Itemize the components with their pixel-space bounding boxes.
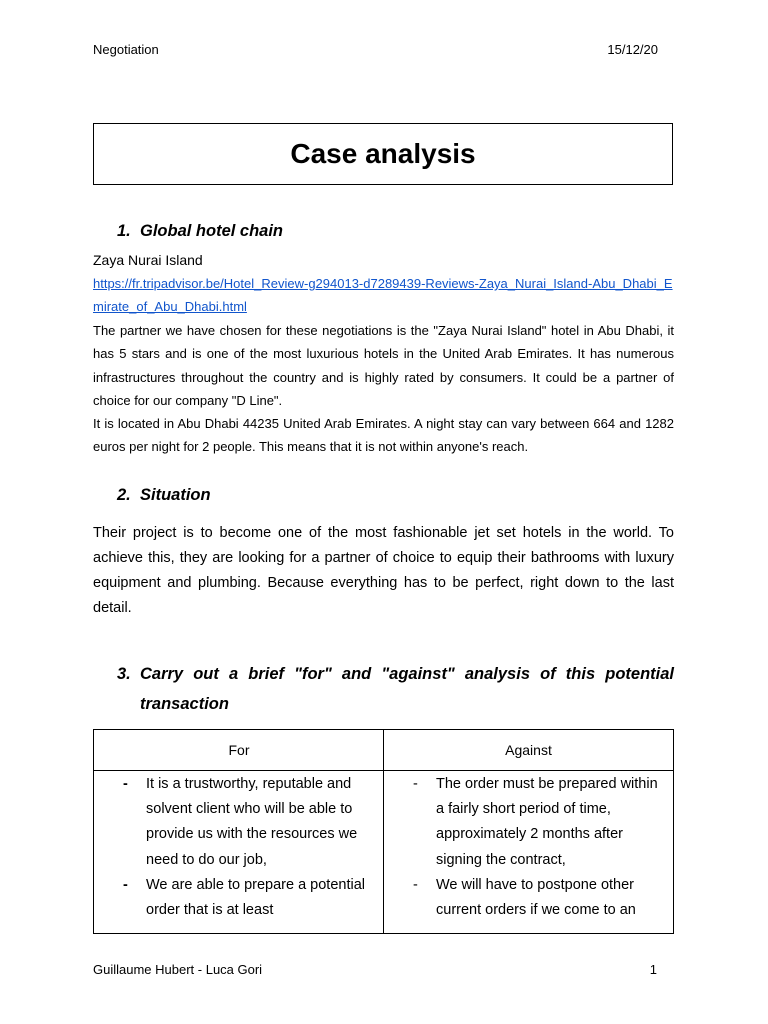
section-1-title: Global hotel chain (140, 222, 284, 240)
section-3-number: 3. (117, 665, 131, 683)
section-2-heading (117, 486, 211, 505)
title-box (93, 123, 673, 185)
for-item (123, 873, 376, 923)
table-header-against: Against (384, 730, 673, 771)
section-3-heading (117, 659, 674, 719)
against-bullet: - (413, 776, 418, 792)
hotel-name: Zaya Nurai Island (93, 252, 203, 268)
for-bullet: - (123, 776, 128, 792)
section-1-heading (117, 222, 283, 241)
page-title: Case analysis (290, 138, 476, 169)
against-bullet: - (413, 876, 418, 893)
footer-authors: Guillaume Hubert - Luca Gori (93, 962, 263, 977)
tripadvisor-link[interactable]: https://fr.tripadvisor.be/Hotel_Review-g294013-d7289439-Reviews-Zaya_Nurai_Island-Abu_Dhabi_Emirate_of_Abu_Dhabi.html (93, 276, 673, 315)
for-cell (123, 772, 376, 923)
for-against-table (93, 729, 674, 934)
for-bullet: - (123, 876, 128, 893)
table-divider (383, 730, 384, 933)
table-header-for: For (94, 730, 384, 771)
section-3-title: Carry out a brief "for" and "against" analysis of this potential transaction (140, 665, 674, 713)
for-item-text: We are able to prepare a potential order that is at least (146, 876, 365, 919)
header-date: 15/12/20 (607, 42, 658, 57)
against-item (413, 772, 666, 873)
section-1-number: 1. (117, 222, 131, 240)
header-left: Negotiation (93, 42, 159, 57)
section-1-paragraph-2: It is located in Abu Dhabi 44235 United Arab Emirates. A night stay can vary between 664 and 1282 euros per night for 2 people. This means that it is not within anyone's reach. (93, 416, 674, 455)
against-item-text: The order must be prepared within a fairly short period of time, approximately 2 months after signing the contract, (436, 776, 658, 868)
against-cell (413, 772, 666, 923)
against-item (413, 873, 666, 923)
section-2-number: 2. (117, 486, 131, 504)
against-item-text: We will have to postpone other current orders if we come to an (436, 876, 636, 919)
for-item-text: It is a trustworthy, reputable and solvent client who will be able to provide us with the resources we need to do our job, (146, 776, 358, 868)
section-2-title: Situation (140, 486, 211, 504)
page-number: 1 (649, 962, 657, 977)
section-1-paragraph-1: The partner we have chosen for these negotiations is the "Zaya Nurai Island" hotel in Abu Dhabi, it has 5 stars and is one of the most luxurious hotels in the United Arab Emirates. It has numerous infrastructures throughout the country and is highly rated by consumers. It could be a partner of choice for our company "D Line". (93, 323, 674, 408)
for-item (123, 772, 376, 873)
section-2-paragraph: Their project is to become one of the most fashionable jet set hotels in the world. To achieve this, they are looking for a partner of choice to equip their bathrooms with luxury equipment and plumbing. Because everything has to be perfect, right down to the last detail. (93, 525, 674, 616)
